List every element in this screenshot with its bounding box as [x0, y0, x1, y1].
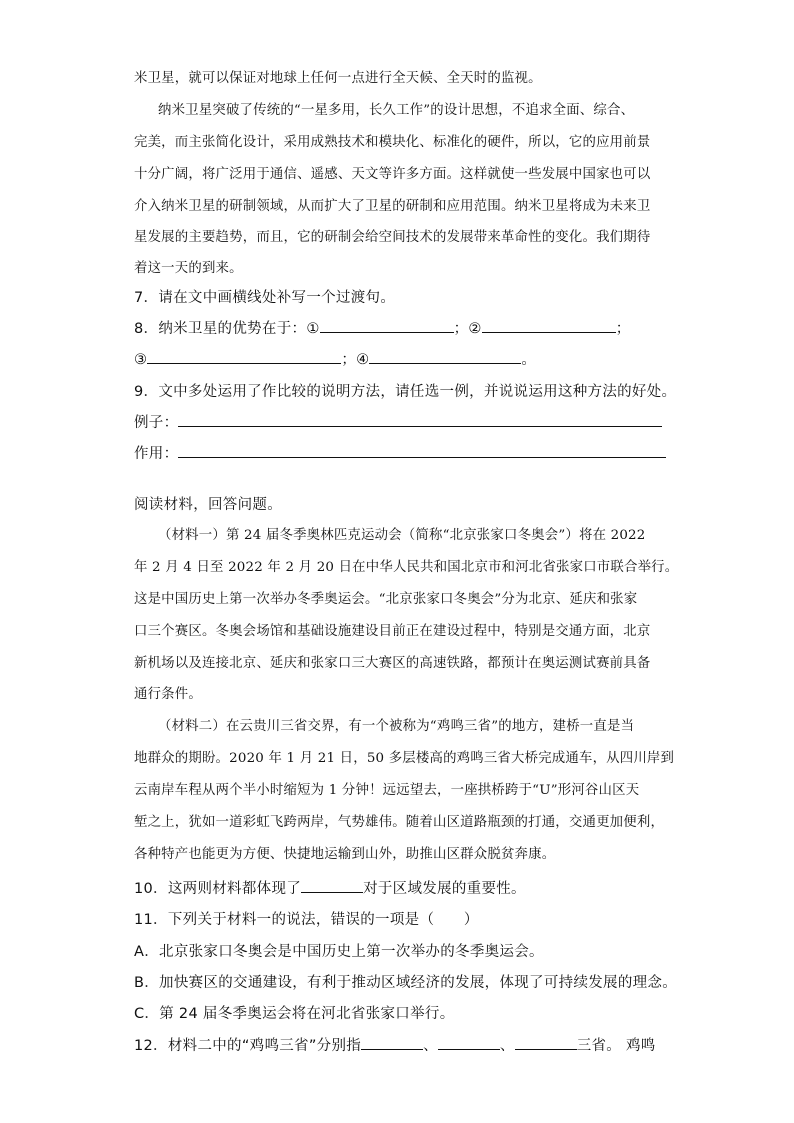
separator: 、 — [423, 1038, 438, 1054]
example-blank[interactable] — [178, 412, 662, 427]
option-b[interactable]: B．加快赛区的交通建设，有利于推动区域经济的发展，体现了可持续发展的理念。 — [134, 975, 678, 991]
effect-blank[interactable] — [178, 443, 666, 458]
material1-line: 通行条件。 — [134, 687, 202, 702]
answer-blank-3[interactable] — [147, 349, 341, 364]
question-12 — [134, 1034, 656, 1055]
question-10-text: 10．这两则材料都体现了 — [134, 881, 302, 897]
marker-4: ；④ — [341, 352, 370, 368]
passage-line: 米卫星，就可以保证对地球上任何一点进行全天候、全天时的监视。 — [134, 71, 542, 86]
answer-blank-q12a[interactable] — [361, 1035, 423, 1050]
answer-blank-q12b[interactable] — [438, 1035, 500, 1050]
question-8-row1 — [134, 317, 631, 338]
material1-line: 口三个赛区。冬奥会场馆和基础设施建设目前正在建设过程中，特别是交通方面，北京 — [134, 624, 651, 639]
passage-line: 完美，而主张简化设计，采用成熟技术和模块化、标准化的硬件，所以，它的应用前景 — [134, 135, 651, 150]
effect-row — [134, 442, 666, 463]
option-c[interactable]: C．第 24 届冬季奥运会将在河北省张家口举行。 — [134, 1006, 455, 1022]
question-12-text: 12．材料二中的“鸡鸣三省”分别指 — [134, 1038, 362, 1054]
material2-line: 云南岸车程从两个半小时缩短为 1 分钟！远远望去，一座拱桥跨于“U”形河谷山区天 — [134, 783, 640, 798]
section-title: 阅读材料，回答问题。 — [134, 497, 282, 513]
marker-3: ③ — [134, 352, 148, 368]
material2-line: 地群众的期盼。2020 年 1 月 21 日，50 多层楼高的鸡鸣三省大桥完成通车，从四川岸到 — [134, 751, 675, 766]
material1-line: （材料一）第 24 届冬季奥林匹克运动会（简称“北京张家口冬奥会”）将在 2022 — [158, 528, 646, 543]
passage-line: 介入纳米卫星的研制领域，从而扩大了卫星的研制和应用范围。纳米卫星将成为未来卫 — [134, 199, 651, 214]
separator: ； — [615, 321, 631, 337]
passage-line: 纳米卫星突破了传统的“一星多用，长久工作”的设计思想，不追求全面、综合、 — [158, 103, 635, 118]
answer-blank-4[interactable] — [369, 349, 521, 364]
question-10-suffix: 对于区域发展的重要性。 — [363, 881, 526, 897]
passage-line: 着这一天的到来。 — [134, 261, 243, 276]
material2-line: 堑之上，犹如一道彩虹飞跨两岸，气势雄伟。随着山区道路瓶颈的打通，交通更加便利， — [134, 815, 665, 830]
question-9: 9．文中多处运用了作比较的说明方法，请任选一例，并说说运用这种方法的好处。 — [134, 384, 677, 400]
material1-line: 新机场以及连接北京、延庆和张家口三大赛区的高速铁路，都预计在奥运测试赛前具备 — [134, 656, 651, 671]
question-11: 11．下列关于材料一的说法，错误的一项是（ ） — [134, 912, 479, 928]
question-12-suffix: 三省。 鸡鸣 — [576, 1038, 656, 1054]
passage-line: 星发展的主要趋势，而且，它的研制会给空间技术的发展带来革命性的变化。我们期待 — [134, 230, 651, 245]
answer-blank-q10[interactable] — [301, 878, 363, 893]
material2-line: 各种特产也能更为方便、快捷地运输到山外，助推山区群众脱贫奔康。 — [134, 847, 556, 862]
answer-blank-2[interactable] — [482, 318, 616, 333]
material1-line: 这是中国历史上第一次举办冬季奥运会。“北京张家口冬奥会”分为北京、延庆和张家 — [134, 592, 638, 607]
answer-blank-1[interactable] — [320, 318, 454, 333]
answer-blank-q12c[interactable] — [515, 1035, 577, 1050]
example-label: 例子： — [134, 415, 179, 431]
question-10 — [134, 877, 526, 898]
material1-line: 年 2 月 4 日至 2022 年 2 月 20 日在中华人民共和国北京市和河北省张家口市联合举行。 — [134, 560, 679, 575]
example-row — [134, 411, 662, 432]
effect-label: 作用： — [134, 446, 179, 462]
question-8-row2 — [134, 348, 536, 369]
option-a[interactable]: A．北京张家口冬奥会是中国历史上第一次举办的冬季奥运会。 — [134, 944, 544, 960]
material2-line: （材料二）在云贵川三省交界，有一个被称为“鸡鸣三省”的地方，建桥一直是当 — [158, 719, 635, 734]
period: 。 — [521, 352, 537, 368]
separator: 、 — [499, 1038, 515, 1054]
question-8-text: 8．纳米卫星的优势在于：① — [134, 321, 320, 337]
marker-2: ；② — [453, 321, 482, 337]
passage-line: 十分广阔，将广泛用于通信、遥感、天文等许多方面。这样就使一些发展中国家也可以 — [134, 167, 651, 182]
question-7: 7．请在文中画横线处补写一个过渡句。 — [134, 290, 396, 306]
